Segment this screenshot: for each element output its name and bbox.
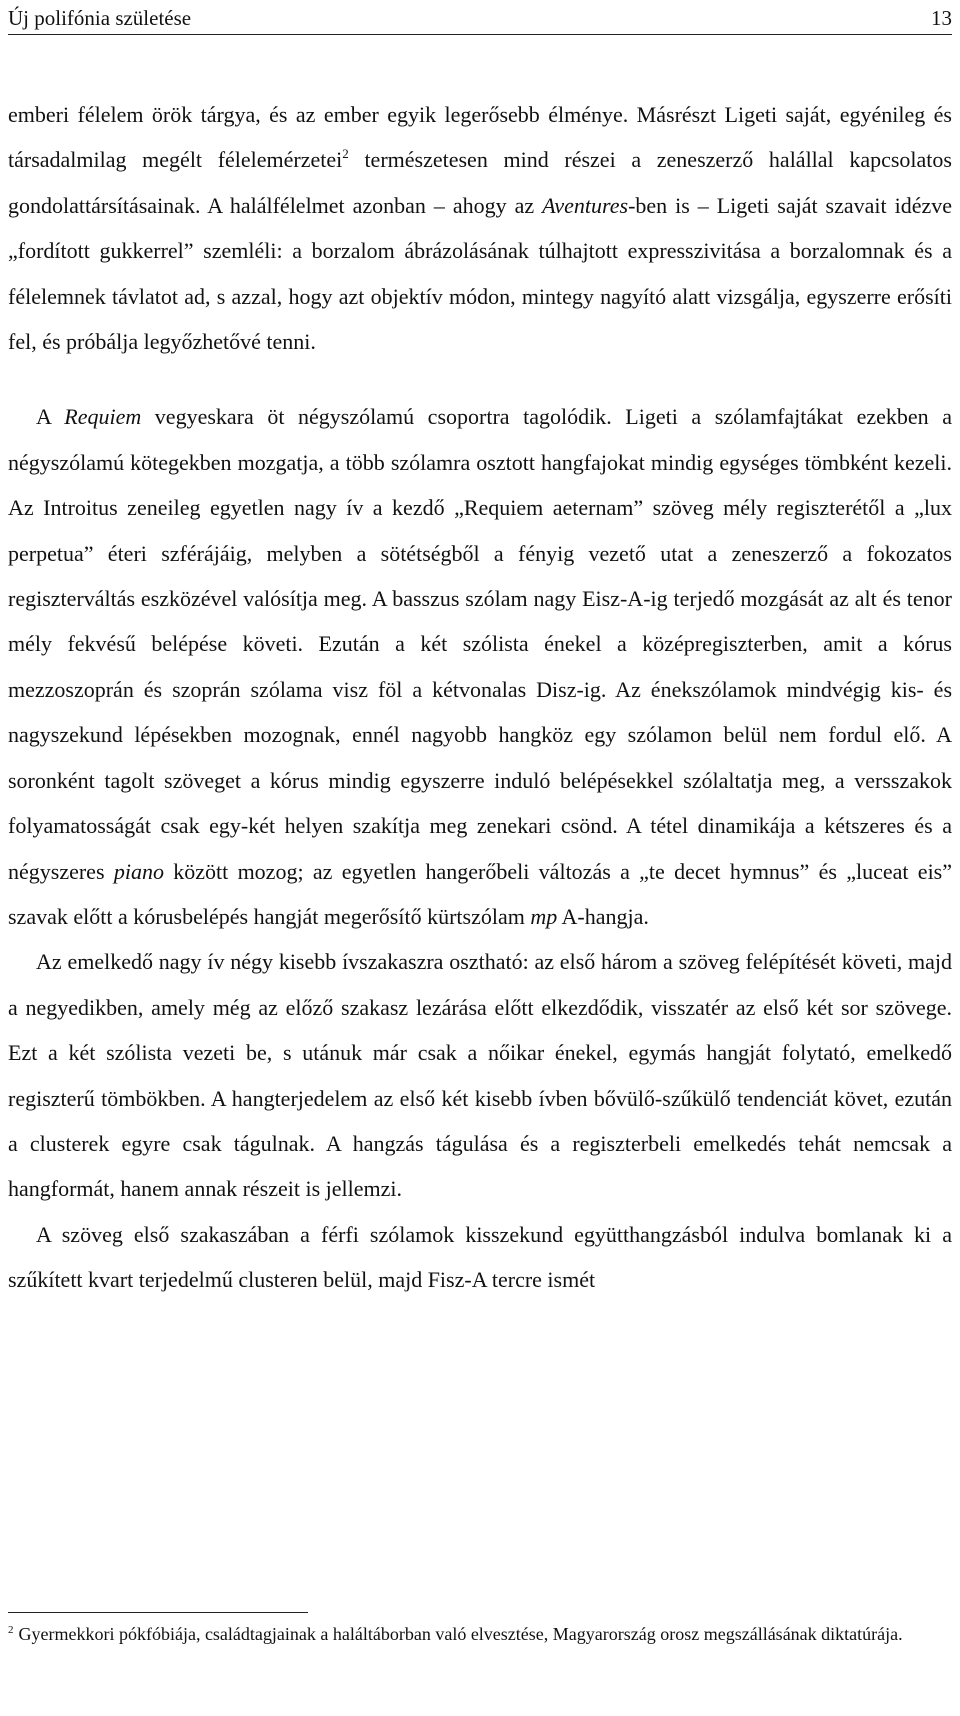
footnote-divider bbox=[8, 1612, 308, 1613]
paragraph-1 bbox=[8, 92, 952, 364]
header-title: Új polifónia születése bbox=[8, 6, 192, 30]
text-run: A bbox=[36, 404, 65, 430]
paragraph-4: A szöveg első szakaszában a férfi szólamok kisszekund együtthangzásból indulva bomlanak ki a szűkített kvart terjedelmű clusteren belül, majd Fisz-A tercre ismét bbox=[8, 1221, 952, 1293]
footnote-number: 2 bbox=[8, 1624, 14, 1636]
paragraph-2 bbox=[8, 394, 952, 939]
text-run: emberi félelem örök tárgya, és az ember egyik legerősebb élménye. Másrészt Ligeti saját, egyénileg és társadalmilag megélt félelemérzetei bbox=[8, 102, 952, 173]
italic-title: Aventures bbox=[542, 192, 629, 218]
text-run: között mozog; az egyetlen hangerőbeli változás a „te decet hymnus” és „luceat eis” szavak előtt a kórusbelépés hangját megerősítő kürtszólam bbox=[8, 858, 953, 929]
footnote bbox=[8, 1622, 952, 1646]
footnote-ref[interactable]: 2 bbox=[342, 146, 349, 162]
italic-term: piano bbox=[113, 858, 164, 884]
footnote-text: Gyermekkori pókfóbiája, családtagjainak a haláltáborban való elvesztése, Magyarország orosz megszállásának diktatúrája. bbox=[18, 1624, 903, 1644]
running-header bbox=[8, 2, 952, 35]
italic-title: Requiem bbox=[64, 404, 142, 430]
body-text bbox=[8, 92, 952, 1303]
text-run: természetesen mind részei a zeneszerző halállal kapcsolatos gondolattársításainak. A halálfélelmet azonban – ahogy az bbox=[8, 147, 952, 218]
text-run: A-hangja. bbox=[557, 903, 649, 929]
text-run: vegyeskara öt négyszólamú csoportra tagolódik. Ligeti a szólamfajtákat ezekben a négyszólamú kötegekben mozgatja, a több szólamra osztott hangfajokat mindig egységes tömbként kezeli. Az Introitus zeneileg egyetlen nagy ív a kezdő „Requiem aeternam” szöveg mély regiszterétől a „lux perpetua” éteri szférájáig, melyben a sötétségből a fényig vezető utat a zeneszerző a fokozatos regiszterváltás eszközével valósítja meg. A basszus szólam nagy Eisz-A-ig terjedő mozgását az alt és tenor mély fekvésű belépése követi. Ezután a két szólista énekel a középregiszterben, amit a kórus mezzoszoprán és szoprán szólama visz föl a kétvonalas Disz-ig. Az énekszólamok mindvégig kis- és nagyszekund lépésekben mozognak, ennél nagyobb hangköz egy szólamon belül nem fordul elő. A soronként tagolt szöveget a kórus mindig egyszerre induló belépésekkel szólaltatja meg, a versszakok folyamatosságát csak egy-két helyen szakítja meg zenekari csönd. A tétel dinamikája a kétszeres és a négyszeres bbox=[8, 404, 952, 884]
text-run: -ben is – Ligeti saját szavait idézve „fordított gukkerrel” szemléli: a borzalom ábrázolásának túlhajtott expresszivitása a borzalomnak és a félelemnek távlatot ad, s azzal, hogy azt objektív módon, mintegy nagyító alatt vizsgálja, egyszerre erősíti fel, és próbálja legyőzhetővé tenni. bbox=[8, 192, 952, 355]
page-number: 13 bbox=[931, 6, 952, 30]
paragraph-3: Az emelkedő nagy ív négy kisebb ívszakaszra osztható: az első három a szöveg felépítését követi, majd a negyedikben, amely még az előző szakasz lezárása előtt elkezdődik, visszatér az első két sor szövege. Ezt a két szólista vezeti be, s utánuk már csak a nőikar énekel, egymás hangját folytató, emelkedő regiszterű tömbökben. A hangterjedelem az első két kisebb ívben bővülő-szűkülő tendenciát követ, ezután a clusterek egyre csak tágulnak. A hangzás tágulása és a regiszterbeli emelkedés tehát nemcsak a hangformát, hanem annak részeit is jellemzi. bbox=[8, 949, 952, 1202]
italic-term: mp bbox=[530, 903, 558, 929]
